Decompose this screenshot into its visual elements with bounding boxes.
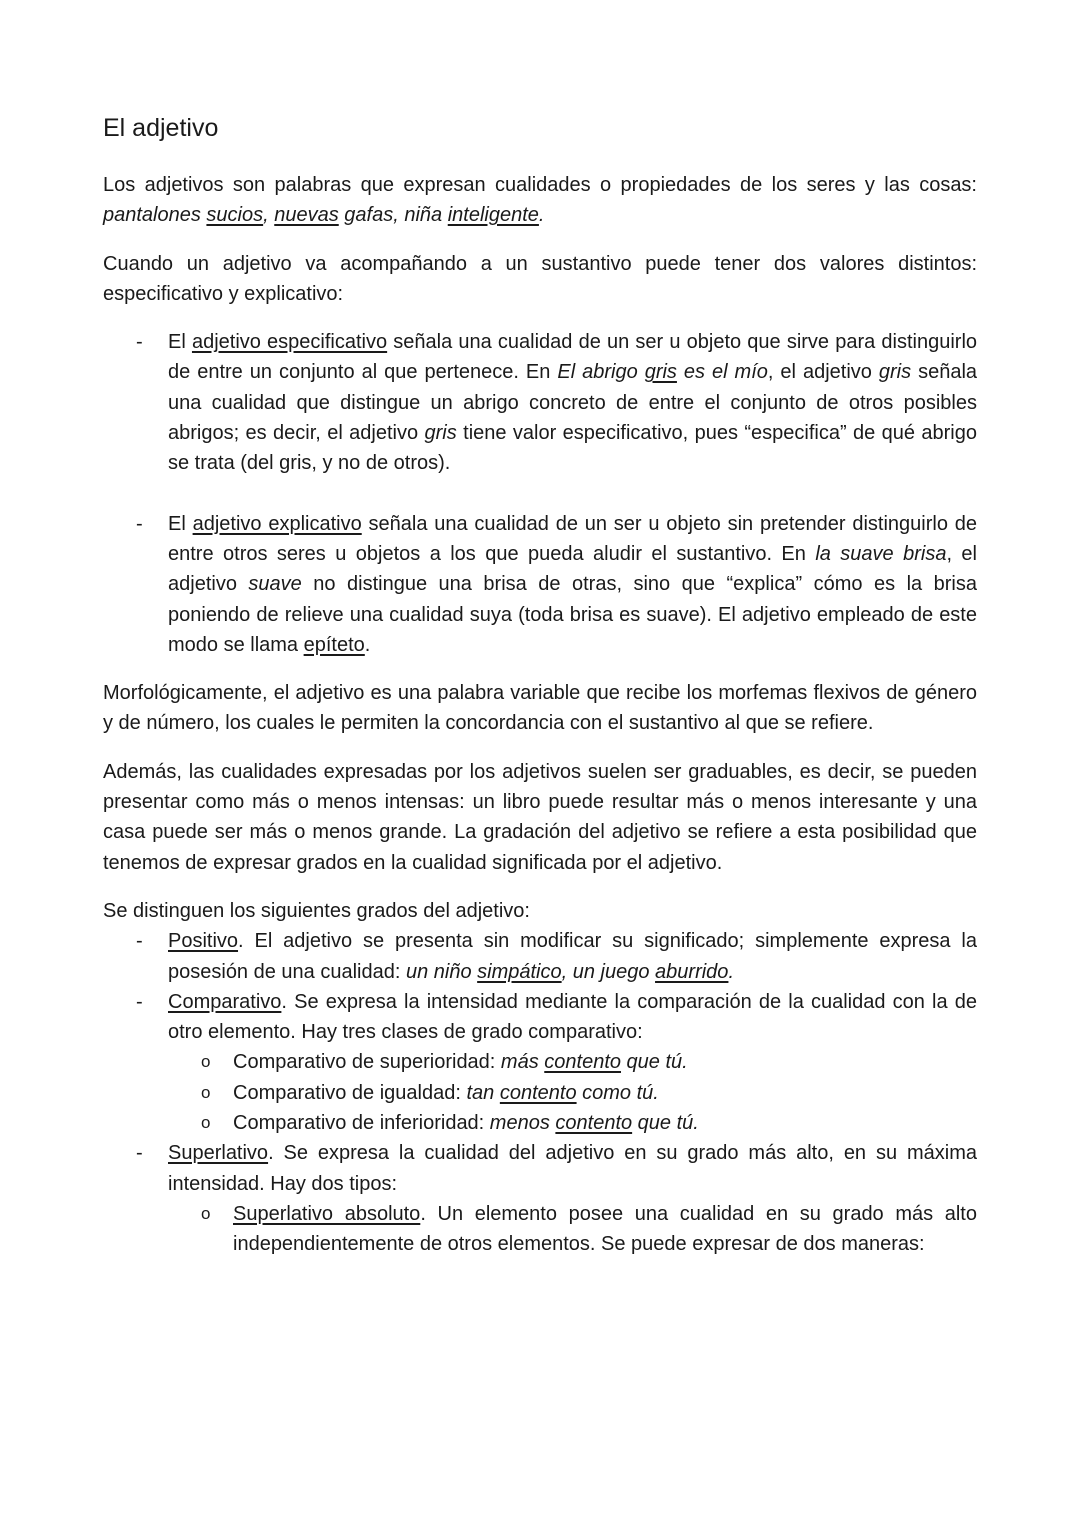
example-text: es el mío	[676, 361, 768, 384]
example-end: .	[693, 1112, 699, 1135]
example-end: .	[538, 204, 545, 227]
example-text: un niño	[405, 960, 478, 983]
list-item-positivo	[103, 926, 977, 987]
text-run: El	[168, 331, 192, 354]
example-adjective: nuevas	[274, 204, 339, 227]
paragraph-gradacion: Además, las cualidades expresadas por los adjetivos suelen ser graduables, es decir, se pueden presentar como más o menos intensas: un libro puede resultar más o menos interesante y una casa puede ser más o menos grande. La gradación del adjetivo se refiere a esta posibilidad que tenemos de expresar grados en la cualidad significada por el adjetivo.	[103, 760, 977, 874]
list-item-explicativo	[103, 509, 977, 660]
example-text: que tú	[632, 1112, 694, 1135]
comparativo-sublist	[168, 1047, 977, 1138]
example-adjective: aburrido	[655, 960, 729, 983]
text-run: . Se expresa la intensidad mediante la comparación de la cualidad con la de otro elemento. Hay tres clases de grado comparativo:	[168, 990, 977, 1044]
grados-list	[103, 926, 977, 1259]
example-run	[103, 204, 544, 226]
example-adjective: sucios	[206, 204, 264, 227]
term-positivo: Positivo	[168, 930, 239, 953]
example-text: que tú	[621, 1051, 683, 1074]
example-adjective: contento	[499, 1081, 577, 1104]
term-superlativo-absoluto: Superlativo absoluto	[233, 1202, 421, 1225]
page-title: El adjetivo	[103, 114, 219, 142]
example-word: gris	[878, 361, 912, 384]
example-text: tan	[466, 1081, 500, 1104]
text-run: señala una cualidad de un ser u objeto sin pretender distinguirlo de entre otros seres u objetos a los que pueda aludir el sustantivo. En	[168, 512, 978, 565]
example-text: El abrigo	[557, 361, 645, 384]
text-run: no distingue una brisa de otras, sino que “explica” cómo es la brisa poniendo de relieve una cualidad suya (toda brisa es suave). El adjetivo empleado de este modo se llama	[168, 573, 977, 656]
example-sep: ,	[263, 204, 275, 227]
example-text: pantalones	[103, 204, 207, 227]
text-run: .	[364, 633, 371, 656]
example-end: .	[728, 960, 734, 983]
text-run: señala una cualidad que distingue un abrigo concreto de entre el conjunto de otros posibles abrigos; es decir, el adjetivo	[168, 361, 978, 445]
list-item-comparativo-inferioridad	[168, 1108, 977, 1138]
example-text: más	[500, 1051, 545, 1074]
text-run: . El adjetivo se presenta sin modificar su significado; simplemente expresa la posesión de una cualidad:	[168, 930, 977, 983]
text-run: . Un elemento posee una cualidad en su grado más alto independientemente de otros elementos. Se puede expresar de dos maneras:	[233, 1202, 977, 1256]
example-text: la suave brisa	[815, 542, 947, 565]
example-word: suave	[248, 573, 302, 596]
term-superlativo: Superlativo	[168, 1142, 269, 1165]
example-end: .	[653, 1081, 659, 1104]
paragraph-morfologia: Morfológicamente, el adjetivo es una palabra variable que recibe los morfemas flexivos de género y de número, los cuales le permiten la concordancia con el sustantivo al que se refiere.	[103, 682, 977, 735]
superlativo-sublist	[168, 1199, 977, 1260]
text-run: Los adjetivos son palabras que expresan cualidades o propiedades de los seres y las cosas:	[103, 174, 977, 196]
example-text: gafas	[338, 204, 394, 227]
example-word: gris	[424, 422, 457, 445]
example-run	[406, 961, 734, 983]
text-run: tiene valor especificativo, pues “especifica” de qué abrigo se trata (del gris, y no de otros).	[168, 422, 977, 475]
list-item-superlativo-absoluto	[168, 1199, 977, 1260]
example-adjective: contento	[544, 1051, 621, 1074]
list-item-comparativo-superioridad	[168, 1047, 977, 1077]
example-adjective: inteligente	[447, 204, 539, 227]
list-item-especificativo	[103, 327, 977, 478]
example-text: menos	[489, 1112, 556, 1135]
text-run: El	[168, 512, 193, 535]
list-item-superlativo	[103, 1138, 977, 1259]
example-adjective: gris	[644, 361, 677, 384]
list-item-comparativo-igualdad	[168, 1078, 977, 1108]
paragraph-valores: Cuando un adjetivo va acompañando a un sustantivo puede tener dos valores distintos: especificativo y explicativo:	[103, 252, 977, 305]
text-run: . Se expresa la cualidad del adjetivo en su grado más alto, en su máxima intensidad. Hay dos tipos:	[168, 1142, 977, 1195]
valores-list	[103, 327, 977, 660]
document-body	[103, 108, 977, 1260]
term-especificativo: adjetivo especificativo	[191, 331, 388, 354]
example-sep: ,	[393, 204, 405, 227]
example-adjective: simpático	[477, 960, 562, 983]
example-adjective: contento	[555, 1112, 633, 1135]
sub-label: Comparativo de igualdad:	[233, 1081, 467, 1104]
text-run: , el adjetivo	[767, 361, 879, 384]
sub-label: Comparativo de inferioridad:	[233, 1112, 490, 1135]
example-end: .	[682, 1051, 688, 1074]
list-item-comparativo	[103, 987, 977, 1138]
term-comparativo: Comparativo	[168, 990, 282, 1013]
text-run: señala una cualidad de un ser u objeto que sirve para distinguirlo de entre un conjunto al que pertenece. En	[168, 331, 978, 384]
paragraph-definition	[103, 170, 977, 231]
paragraph-grados-intro: Se distinguen los siguientes grados del adjetivo:	[103, 899, 530, 922]
term-explicativo: adjetivo explicativo	[192, 512, 362, 535]
example-text: niña	[404, 204, 448, 227]
term-epiteto: epíteto	[303, 633, 365, 656]
sub-label: Comparativo de superioridad:	[233, 1051, 501, 1074]
text-run: , el adjetivo	[168, 542, 977, 596]
example-text: , un juego	[561, 960, 656, 983]
example-text: como tú	[576, 1081, 654, 1104]
